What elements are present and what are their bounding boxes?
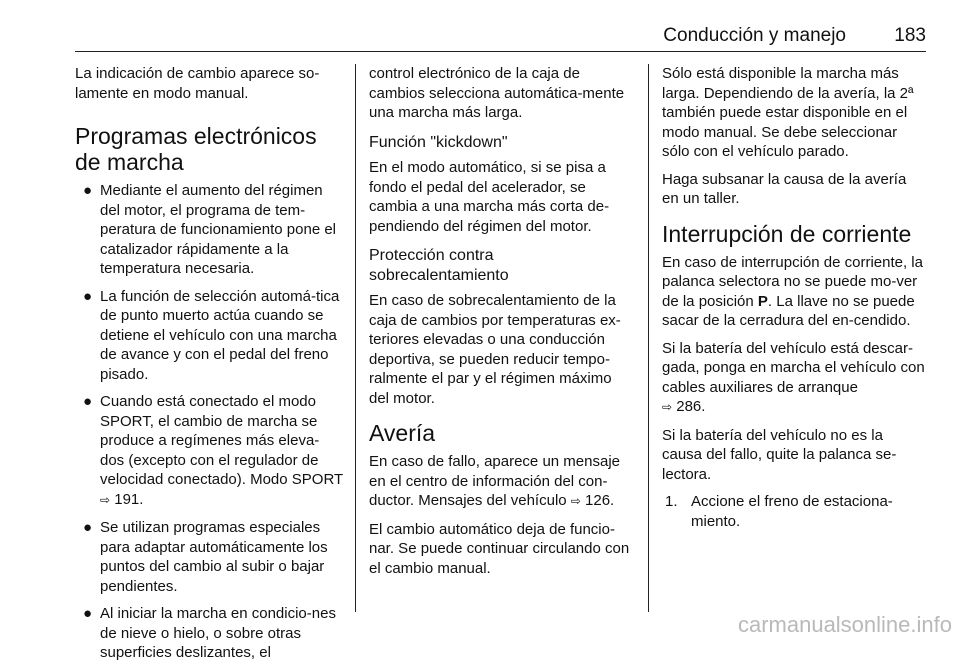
column-divider <box>648 64 649 612</box>
selector-paragraph: Si la batería del vehículo no es la causa del fallo, quite la palanca se-lectora. <box>662 426 897 483</box>
step-number: 1. <box>665 493 678 510</box>
bullet-icon: ● <box>83 393 93 410</box>
list-item: ● Al iniciar la marcha en condicio-nes de nieve o hielo, o sobre otras superficies deslizantes, el <box>83 605 336 661</box>
programs-list <box>75 181 343 663</box>
header-rule <box>75 51 926 52</box>
gear-availability-paragraph: Sólo está disponible la marcha más larga. Dependiendo de la avería, la 2ª también puede estar disponible en el modo manual. Se debe seleccionar sólo con el vehículo parado. <box>662 65 914 160</box>
list-item: ● Se utilizan programas especiales para adaptar automáticamente los puntos del cambio al subir o bajar pendientes. <box>83 519 328 595</box>
kickdown-paragraph: En el modo automático, si se pisa a fondo el pedal del acelerador, se cambia a una marcha más corta de-pendiendo del régimen del motor. <box>369 159 610 235</box>
overheat-protection-heading: Protección contra sobrecalentamiento <box>369 247 509 284</box>
list-item: ● Cuando está conectado el modo SPORT, el cambio de marcha se produce a regímenes más eleva-dos (excepto con el regulador de velocidad conectado). Modo SPORT ⇨ 191. <box>83 393 343 508</box>
column-right <box>662 64 926 531</box>
section-title: Conducción y manejo <box>663 25 846 46</box>
bullet-icon: ● <box>83 605 93 622</box>
power-interruption-paragraph: En caso de interrupción de corriente, la palanca selectora no se puede mo-ver de la posición P. La llave no se puede sacar de la cerradura del en-cendido. <box>662 253 923 329</box>
gear-position-p: P <box>757 292 768 310</box>
kickdown-heading: Función "kickdown" <box>369 133 508 151</box>
fault-paragraph-2: El cambio automático deja de funcio-nar. Se puede continuar circulando con el cambio manual. <box>369 520 630 577</box>
electronic-programs-heading: Programas electrónicos de marcha <box>75 123 317 175</box>
page-header <box>75 22 926 52</box>
workshop-paragraph: Haga subsanar la causa de la avería en un taller. <box>662 170 907 207</box>
bullet-icon: ● <box>83 519 93 536</box>
step-text: Accione el freno de estaciona-miento. <box>691 493 893 530</box>
overheat-protection-paragraph: En caso de sobrecalentamiento de la caja de cambios por temperaturas ex-teriores elevadas o una conducción deportiva, se pueden reducir tempo-ralmente el par y el régimen máximo del motor. <box>369 292 621 407</box>
fault-paragraph: En caso de fallo, aparece un mensaje en el centro de información del con-ductor. Mensajes del vehículo ⇨ 126. <box>369 453 620 509</box>
page-number: 183 <box>894 25 926 46</box>
bullet-icon: ● <box>83 287 93 305</box>
fault-heading: Avería <box>369 420 436 446</box>
column-left <box>75 64 343 671</box>
page-ref-arrow-icon: ⇨ <box>662 400 673 414</box>
bullet-icon: ● <box>83 182 93 199</box>
page-ref-arrow-icon: ⇨ <box>570 494 581 508</box>
list-item: ● Mediante el aumento del régimen del motor, el programa de tem-peratura de funcionamiento pone el catalizador rápidamente a la temperatura necesaria. <box>83 182 337 277</box>
battery-paragraph: Si la batería del vehículo está descar-gada, ponga en marcha el vehículo con cables auxiliares de arranque ⇨ 286. <box>662 339 925 415</box>
column-divider <box>355 64 356 612</box>
intro-paragraph: La indicación de cambio aparece so-lamente en modo manual. <box>75 65 320 102</box>
page-ref-link[interactable]: 286. <box>676 398 706 415</box>
list-item: ● La función de selección automá-tica de punto muerto actúa cuando se detiene el vehículo con una marcha de avance y con el pedal del freno pisado. <box>83 287 340 383</box>
column-middle <box>369 64 632 586</box>
steps-list <box>662 492 926 531</box>
list-item <box>665 492 926 531</box>
page-ref-link[interactable]: 191. <box>114 490 144 508</box>
page-ref-link[interactable]: 126. <box>585 492 615 509</box>
page-ref-arrow-icon: ⇨ <box>100 492 111 507</box>
watermark: carmanualsonline.info <box>737 612 952 637</box>
power-interruption-heading: Interrupción de corriente <box>662 220 912 247</box>
continuation-paragraph: control electrónico de la caja de cambios selecciona automática-mente una marcha más larga. <box>369 65 625 121</box>
